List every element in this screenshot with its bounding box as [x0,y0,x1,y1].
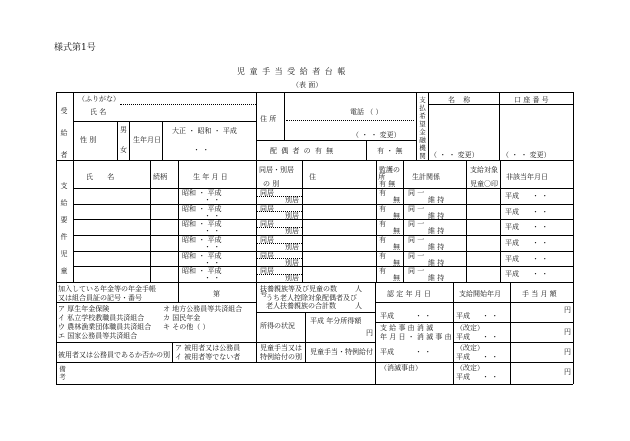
child-custody-no: 無 [393,274,400,282]
bank-account-header: 口 座 番 号 [514,96,549,104]
col-custody-2: 有 無 [379,180,396,188]
birth-eras: 大正 ・ 昭和 ・ 平成 [172,127,237,135]
child-birth-era: 昭和 ・ 平成 [182,267,222,275]
sex-female: 女 [120,146,127,154]
pension-number: 第 号 [213,290,268,298]
revised-1-dots: ・ ・ [482,333,499,341]
benefit-type-label-1: 児童手当又は [260,344,302,352]
child-separate: 別居 [285,274,299,282]
spouse-yes-no: 有 ・ 無 [377,147,403,155]
child-livelihood-same: 同 一 [408,205,425,213]
form-number: 様式第1号 [54,43,96,53]
bank-label: 支払希望金融機関 [419,96,426,160]
pension-item-e: エ 国家公務員等共済組合 [58,332,138,340]
child-birth-date: ・ ・ [204,259,221,267]
child-birth-date: ・ ・ [204,212,221,220]
col-subject: 支給対象 [470,166,498,174]
lapse-era: 平成 [380,348,394,356]
amount-yen-4: 円 [564,368,571,376]
child-validity-dots: ・ ・ [532,239,549,247]
amount-yen-2: 円 [564,328,571,336]
child-row-dots [256,258,302,259]
child-validity-dots: ・ ・ [532,270,549,278]
dependents-unit-2: 人 [355,302,362,310]
birth-date-dots: ・ ・ [193,146,210,154]
remarks-label: 備考 [59,365,66,381]
child-row-dots [256,243,302,244]
col-livelihood: 生計関係 [412,173,440,181]
revised-3: （改定） [456,364,484,372]
pension-item-i: イ 私立学校教職員共済組合 [58,314,145,322]
income-year: 平成 年分所得額 [310,317,362,325]
child-birth-date: ・ ・ [204,243,221,251]
revised-3-dots: ・ ・ [482,373,499,381]
child-custody-yes: 有 [379,267,386,275]
frame-left [56,92,57,384]
child-validity-era: 平成 [505,270,519,278]
sex-male: 男 [120,126,127,134]
child-validity-era: 平成 [505,223,519,231]
child-custody-no: 無 [393,227,400,235]
child-cohab: 同居 [260,267,274,275]
monthly-amount-header: 手 当 月 額 [522,290,557,298]
child-separate: 別居 [285,243,299,251]
dependents-elderly-2: 老人扶養親族の合計数 [266,302,336,310]
bank-name-change: （ ・ ・ 変更） [430,151,479,159]
child-livelihood-same: 同 一 [408,220,425,228]
child-custody-yes: 有 [379,205,386,213]
child-livelihood-maintain: 維 持 [428,259,445,267]
child-livelihood-same: 同 一 [408,236,425,244]
cert-date-header: 認 定 年 月 日 [387,290,431,298]
dependents-elderly-1: うち老人控除対象配偶者及び [266,294,357,302]
child-birth-era: 昭和 ・ 平成 [182,236,222,244]
lapse-dots: ・ ・ [415,348,432,356]
child-validity-dots: ・ ・ [532,223,549,231]
child-cohab: 同居 [260,236,274,244]
revised-2-dots: ・ ・ [482,353,499,361]
child-separate: 別居 [285,212,299,220]
address-change: （ ・ ・ 変更） [352,131,401,139]
revised-1: （改定） [456,324,484,332]
bank-name-header: 名 称 [448,96,474,104]
child-custody-yes: 有 [379,252,386,260]
child-row-line [73,251,573,252]
name-label: 氏 名 [90,108,107,116]
spouse-label: 配 偶 者 の 有 無 [270,147,335,155]
child-custody-yes: 有 [379,189,386,197]
col-cohab-2: の 別 [263,180,280,188]
child-cohab: 同居 [260,220,274,228]
child-row-line [73,204,573,205]
frame-bottom [56,384,573,385]
child-row-line [73,219,573,220]
pension-item-u: ウ 農林漁業団体職員共済組合 [58,323,152,331]
public-servant-question: 被用者又は公務員であるか否かの別 [58,351,170,359]
lapse-label-2: 年 月 日 ・ 消 滅 事 由 [380,333,452,341]
dependents-count: 扶養親族等及び児童の数 [260,285,337,293]
child-validity-era: 平成 [505,192,519,200]
income-yen: 円 [366,329,373,337]
child-validity-era: 平成 [505,255,519,263]
phone-label: 電話 （ ） [350,108,383,116]
child-livelihood-same: 同 一 [408,252,425,260]
col-child-name: 氏 名 [86,173,121,181]
child-birth-date: ・ ・ [204,274,221,282]
child-validity-dots: ・ ・ [532,208,549,216]
child-custody-no: 無 [393,196,400,204]
start-month-header: 支給開始年月 [459,290,501,298]
child-livelihood-maintain: 維 持 [428,243,445,251]
child-cohab: 同居 [260,252,274,260]
revised-2: （改定） [456,344,484,352]
child-separate: 別居 [285,259,299,267]
form-title: 児 童 手 当 受 給 者 台 帳 [237,67,347,76]
child-birth-era: 昭和 ・ 平成 [182,220,222,228]
frame-top [56,92,573,93]
amount-yen-1: 円 [564,306,571,314]
col-custody: 監護の [379,166,400,174]
child-separate: 別居 [285,227,299,235]
col-birth: 生 年 月 日 [193,173,228,181]
public-servant-b: イ 被用者等でない者 [175,353,241,361]
pension-item-ka: カ 国民年金 [163,314,201,322]
col-relation: 続柄 [153,173,167,181]
dependents-unit-1: 人 [355,285,362,293]
child-custody-no: 無 [393,243,400,251]
child-livelihood-maintain: 維 持 [428,196,445,204]
child-validity-era: 平成 [505,239,519,247]
cert-date-era: 平成 [380,312,394,320]
child-livelihood-maintain: 維 持 [428,212,445,220]
benefit-type-label-2: 特例給付の別 [260,353,302,361]
furigana-label: （ふりがな） [78,95,120,103]
cert-date-dots: ・ ・ [415,312,432,320]
child-row-dots [256,196,302,197]
birth-label: 生年月日 [133,136,161,144]
child-cohab: 同居 [260,205,274,213]
form-subtitle: （表 面） [292,81,323,89]
child-separate: 別居 [285,196,299,204]
income-label: 所得の状況 [260,322,295,330]
amount-yen-3: 円 [564,348,571,356]
child-custody-no: 無 [393,212,400,220]
child-livelihood-same: 同 一 [408,267,425,275]
children-section-label: 支給要件児童 [60,182,68,275]
start-month-dots: ・ ・ [482,312,499,320]
child-birth-era: 昭和 ・ 平成 [182,252,222,260]
frame-right [573,92,574,384]
child-birth-era: 昭和 ・ 平成 [182,205,222,213]
col-subject-2: 児童〇印 [470,180,498,188]
child-birth-date: ・ ・ [204,196,221,204]
col-validity: 非該当年月日 [506,173,548,181]
child-row-line [73,235,573,236]
child-row-dots [256,211,302,212]
benefit-type: 児童手当・特例給付 [310,348,373,356]
sex-label: 性 別 [80,136,97,144]
col-address: 住 所 [309,173,416,181]
lapse-label-1: 支 給 事 由 消 滅 [380,324,434,332]
child-row-line [73,266,573,267]
address-label: 住 所 [260,115,277,123]
pension-item-ki: キ その他（ ） [163,323,210,331]
pension-item-o: オ 地方公務員等共済組合 [163,305,243,313]
child-custody-yes: 有 [379,220,386,228]
child-validity-dots: ・ ・ [532,192,549,200]
pension-label-1: 加入している年金等の年金手帳 [58,285,156,293]
child-cohab: 同居 [260,189,274,197]
child-birth-era: 昭和 ・ 平成 [182,189,222,197]
col-cohab: 同居・別居 [259,166,294,174]
child-livelihood-maintain: 維 持 [428,274,445,282]
child-custody-yes: 有 [379,236,386,244]
recipient-section-label: 受給者 [60,107,68,159]
lapse-reason: （消滅事由） [380,364,422,372]
start-month-era: 平成 [456,312,470,320]
child-livelihood-same: 同 一 [408,189,425,197]
child-validity-dots: ・ ・ [532,255,549,263]
child-row-dots [256,274,302,275]
child-custody-no: 無 [393,259,400,267]
pension-item-a: ア 厚生年金保険 [58,305,110,313]
child-validity-era: 平成 [505,208,519,216]
revised-3-era: 平成 [456,373,470,381]
revised-1-era: 平成 [456,333,470,341]
child-row-dots [256,227,302,228]
child-livelihood-maintain: 維 持 [428,227,445,235]
revised-2-era: 平成 [456,353,470,361]
child-birth-date: ・ ・ [204,227,221,235]
bank-account-change: （ ・ ・ 変更） [502,151,551,159]
public-servant-a: ア 被用者又は公務員 [175,344,241,352]
pension-label-2: 又は組合員証の記号・番号 [58,294,142,302]
